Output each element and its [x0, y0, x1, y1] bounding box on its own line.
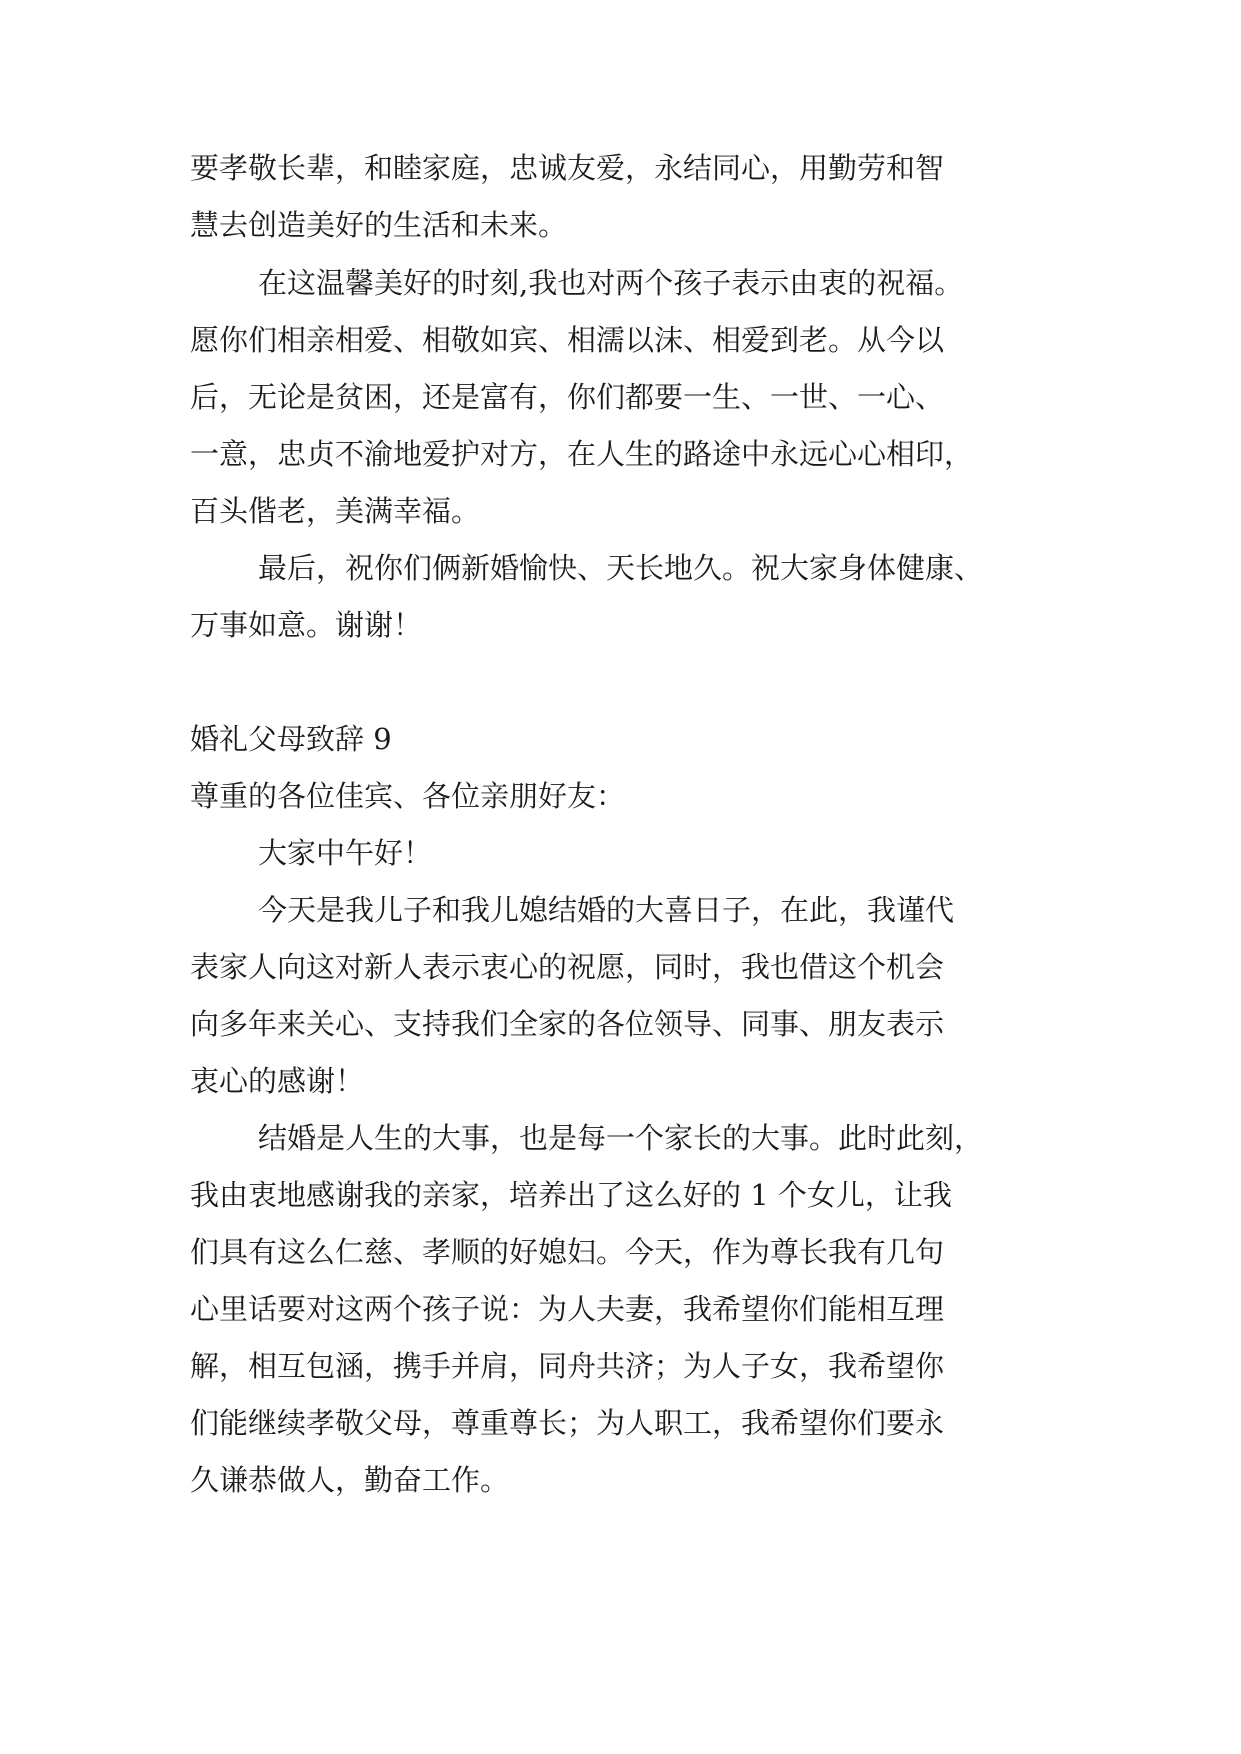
text-line: 最后，祝你们俩新婚愉快、天长地久。祝大家身体健康、: [258, 551, 984, 585]
text-line: 后，无论是贫困，还是富有，你们都要一生、一世、一心、: [190, 380, 945, 414]
text-line: 向多年来关心、支持我们全家的各位领导、同事、朋友表示: [190, 1007, 945, 1041]
text-line: 今天是我儿子和我儿媳结婚的大喜日子，在此，我谨代: [258, 893, 955, 927]
text-line: 表家人向这对新人表示衷心的祝愿，同时，我也借这个机会: [190, 950, 945, 984]
text-line: 们具有这么仁慈、孝顺的好媳妇。今天，作为尊长我有几句: [190, 1235, 945, 1269]
text-line: 慧去创造美好的生活和未来。: [190, 208, 568, 242]
text-line: 一意，忠贞不渝地爱护对方，在人生的路途中永远心心相印，: [190, 437, 974, 471]
text-line: 百头偕老，美满幸福。: [190, 494, 481, 528]
text-line: 心里话要对这两个孩子说：为人夫妻，我希望你们能相互理: [190, 1292, 945, 1326]
text-line: 愿你们相亲相爱、相敬如宾、相濡以沫、相爱到老。从今以: [190, 323, 945, 357]
text-line: 要孝敬长辈，和睦家庭，忠诚友爱，永结同心，用勤劳和智: [190, 151, 945, 185]
text-line: 万事如意。谢谢！: [190, 608, 423, 642]
text-line: 解，相互包涵，携手并肩，同舟共济；为人子女，我希望你: [190, 1349, 945, 1383]
text-line: 们能继续孝敬父母，尊重尊长；为人职工，我希望你们要永: [190, 1406, 945, 1440]
greeting: 大家中午好！: [258, 836, 433, 870]
text-line: 结婚是人生的大事，也是每一个家长的大事。此时此刻，: [258, 1121, 984, 1155]
text-line: 衷心的感谢！: [190, 1064, 365, 1098]
text-line: 我由衷地感谢我的亲家，培养出了这么好的 1 个女儿，让我: [190, 1178, 952, 1212]
section-heading: 婚礼父母致辞 9: [190, 722, 392, 756]
text-line: 在这温馨美好的时刻,我也对两个孩子表示由衷的祝福。: [258, 266, 964, 300]
salutation: 尊重的各位佳宾、各位亲朋好友：: [190, 779, 626, 813]
text-line: 久谦恭做人，勤奋工作。: [190, 1463, 510, 1497]
